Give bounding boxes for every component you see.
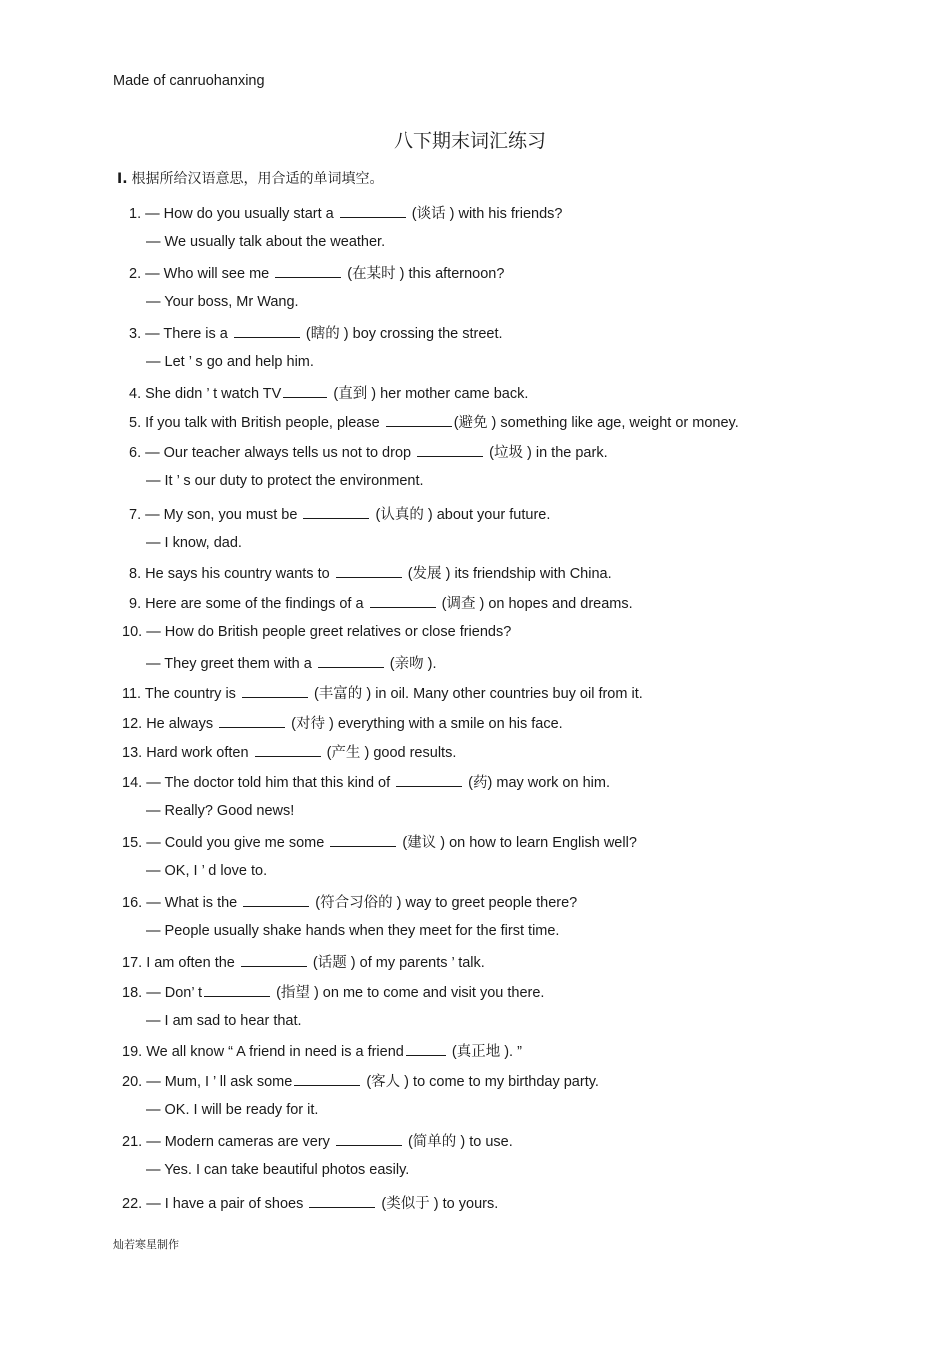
item-number: 9.	[129, 596, 146, 612]
item-text: Here are some of the findings of a	[145, 596, 368, 612]
exercise-item	[122, 832, 637, 852]
answer-blank[interactable]	[336, 563, 402, 578]
item-text: (话题 ) of my parents ’ talk.	[308, 955, 485, 971]
exercise-response	[146, 862, 267, 880]
answer-blank[interactable]	[283, 383, 327, 398]
exercise-item	[122, 772, 610, 792]
item-number: 14.	[122, 775, 147, 791]
exercise-response	[146, 1012, 302, 1030]
item-text: (类似于 ) to yours.	[377, 1196, 499, 1212]
item-number: 22.	[122, 1196, 147, 1212]
exercise-item	[122, 1071, 599, 1091]
item-text: (指望 ) on me to come and visit you there.	[272, 985, 545, 1001]
exercise-response	[146, 1161, 409, 1179]
item-text: (谈话 ) with his friends?	[407, 206, 563, 222]
answer-blank[interactable]	[294, 1071, 360, 1086]
answer-blank[interactable]	[241, 952, 307, 967]
item-text: (调查 ) on hopes and dreams.	[437, 596, 633, 612]
item-text: — My son, you must be	[145, 507, 302, 523]
item-text: — I know, dad.	[146, 535, 242, 551]
exercise-item	[122, 713, 563, 733]
item-number: 7.	[129, 507, 146, 523]
exercise-item	[129, 203, 562, 223]
item-text: She didn ’ t watch TV	[145, 386, 282, 402]
item-text: (瞎的 ) boy crossing the street.	[301, 326, 503, 342]
item-text: (符合习俗的 ) way to greet people there?	[311, 895, 578, 911]
page-footer: 灿若寒星制作	[113, 1238, 179, 1251]
exercise-item	[122, 1041, 522, 1061]
item-text: (直到 ) her mother came back.	[329, 386, 529, 402]
exercise-response	[146, 233, 385, 251]
answer-blank[interactable]	[386, 412, 452, 427]
answer-blank[interactable]	[303, 504, 369, 519]
answer-blank[interactable]	[406, 1041, 446, 1056]
exercise-item	[129, 442, 608, 462]
item-text: (对待 ) everything with a smile on his face.	[287, 716, 563, 732]
exercise-response	[146, 1101, 318, 1119]
item-text: I am often the	[146, 955, 239, 971]
answer-blank[interactable]	[340, 203, 406, 218]
exercise-item	[122, 683, 643, 703]
answer-blank[interactable]	[396, 772, 462, 787]
answer-blank[interactable]	[234, 323, 300, 338]
item-text: (真正地 ). ”	[447, 1044, 522, 1060]
item-number: 13.	[122, 745, 147, 761]
item-text: (建议 ) on how to learn English well?	[398, 835, 637, 851]
item-text: — I am sad to hear that.	[146, 1013, 302, 1029]
item-text: — Modern cameras are very	[146, 1134, 334, 1150]
item-text: We all know “ A friend in need is a friend	[146, 1044, 404, 1060]
item-number: 15.	[122, 835, 147, 851]
item-text: (亲吻 ).	[385, 656, 437, 672]
item-number: 12.	[122, 716, 147, 732]
exercise-item	[122, 892, 577, 912]
item-text: — The doctor told him that this kind of	[146, 775, 395, 791]
item-number: 11.	[122, 686, 145, 702]
item-text: — Your boss, Mr Wang.	[146, 294, 299, 310]
exercise-item	[129, 593, 633, 613]
item-text: (垃圾 ) in the park.	[485, 445, 608, 461]
exercise-item	[122, 742, 456, 762]
item-text: He says his country wants to	[145, 566, 334, 582]
answer-blank[interactable]	[336, 1131, 402, 1146]
item-number: 8.	[129, 566, 146, 582]
exercise-item	[122, 623, 511, 641]
item-number: 10.	[122, 624, 147, 640]
answer-blank[interactable]	[243, 892, 309, 907]
exercise-item	[122, 982, 544, 1002]
answer-blank[interactable]	[275, 263, 341, 278]
item-text: — Could you give me some	[146, 835, 329, 851]
item-text: He always	[146, 716, 218, 732]
item-text: — How do you usually start a	[145, 206, 338, 222]
answer-blank[interactable]	[309, 1193, 375, 1208]
item-number: 4.	[129, 386, 146, 402]
exercise-response	[146, 802, 294, 820]
exercise-response	[146, 922, 559, 940]
answer-blank[interactable]	[255, 742, 321, 757]
item-number: 3.	[129, 326, 146, 342]
answer-blank[interactable]	[242, 683, 308, 698]
exercise-item	[129, 504, 550, 524]
item-text: (产生 ) good results.	[322, 745, 457, 761]
item-text: — Let ’ s go and help him.	[146, 354, 314, 370]
exercise-response	[146, 353, 314, 371]
item-text: — Yes. I can take beautiful photos easily.	[146, 1162, 410, 1178]
item-number: 16.	[122, 895, 147, 911]
item-text: (避免 ) something like age, weight or money.	[453, 415, 739, 431]
item-text: — It ’ s our duty to protect the environment.	[146, 473, 424, 489]
exercise-response	[146, 653, 437, 673]
item-text: — Mum, I ’ ll ask some	[146, 1074, 293, 1090]
item-number: 6.	[129, 445, 146, 461]
item-number: 2.	[129, 266, 146, 282]
item-text: — What is the	[146, 895, 242, 911]
exercise-item	[122, 1131, 513, 1151]
item-number: 19.	[122, 1044, 147, 1060]
section-instruction: 根据所给汉语意思，用合适的单词填空。	[131, 171, 384, 187]
exercise-item	[122, 1193, 498, 1213]
section-heading	[117, 170, 384, 188]
item-text: — OK, I ’ d love to.	[146, 863, 268, 879]
exercise-item	[129, 323, 503, 343]
item-number: 17.	[122, 955, 147, 971]
answer-blank[interactable]	[370, 593, 436, 608]
item-text: — They greet them with a	[146, 656, 316, 672]
page-title: 八下期末词汇练习	[393, 130, 546, 152]
exercise-item	[129, 383, 528, 403]
exercise-item	[129, 412, 739, 432]
exercise-response	[146, 293, 299, 311]
exercise-response	[146, 534, 242, 552]
exercise-response	[146, 472, 424, 490]
item-text: — Who will see me	[145, 266, 274, 282]
item-text: Hard work often	[146, 745, 253, 761]
item-text: — People usually shake hands when they meet for the first time.	[146, 923, 560, 939]
item-text: If you talk with British people, please	[145, 415, 384, 431]
item-number: 5.	[129, 415, 146, 431]
item-text: (发展 ) its friendship with China.	[403, 566, 612, 582]
item-text: — Our teacher always tells us not to drop	[145, 445, 416, 461]
item-text: — How do British people greet relatives or close friends?	[146, 624, 512, 640]
page-header: Made of canruohanxing	[113, 73, 265, 89]
item-text: — I have a pair of shoes	[146, 1196, 308, 1212]
item-number: 1.	[129, 206, 146, 222]
item-number: 21.	[122, 1134, 147, 1150]
item-text: — Don’ t	[146, 985, 203, 1001]
item-text: (客人 ) to come to my birthday party.	[362, 1074, 599, 1090]
exercise-item	[129, 263, 504, 283]
item-number: 18.	[122, 985, 147, 1001]
item-text: The country is	[144, 686, 240, 702]
item-text: (认真的 ) about your future.	[371, 507, 551, 523]
exercise-item	[129, 563, 612, 583]
item-text: (药) may work on him.	[464, 775, 610, 791]
item-text: — Really? Good news!	[146, 803, 295, 819]
item-text: — There is a	[145, 326, 232, 342]
answer-blank[interactable]	[204, 982, 270, 997]
answer-blank[interactable]	[318, 653, 384, 668]
exercise-item	[122, 952, 485, 972]
answer-blank[interactable]	[219, 713, 285, 728]
item-text: (在某时 ) this afternoon?	[343, 266, 505, 282]
item-text: — We usually talk about the weather.	[146, 234, 386, 250]
item-number: 20.	[122, 1074, 147, 1090]
section-number: Ⅰ.	[117, 171, 128, 187]
item-text: (丰富的 ) in oil. Many other countries buy oil from it.	[309, 686, 643, 702]
answer-blank[interactable]	[330, 832, 396, 847]
answer-blank[interactable]	[417, 442, 483, 457]
item-text: (简单的 ) to use.	[403, 1134, 513, 1150]
item-text: — OK. I will be ready for it.	[146, 1102, 319, 1118]
